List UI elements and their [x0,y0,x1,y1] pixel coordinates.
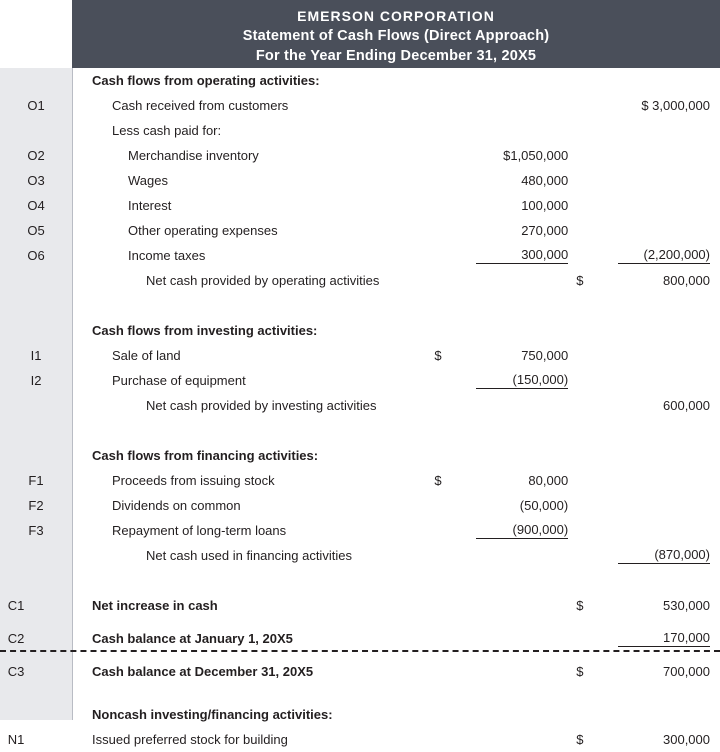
row-label-less-cash-paid: Less cash paid for: [112,123,222,138]
table-row [72,368,720,393]
table-row [72,468,720,493]
table-row [72,93,720,118]
amount-net-financing: (870,000) [618,547,710,564]
table-row [72,343,720,368]
row-tag-o3: O3 [27,173,45,188]
amount-net-increase: 530,000 [663,598,710,613]
row-label-proceeds-stock: Proceeds from issuing stock [112,473,275,488]
amount-net-operating: 800,000 [663,273,710,288]
table-row [72,168,720,193]
row-label-net-investing: Net cash provided by investing activities [146,398,377,413]
amount-balance-december: 700,000 [663,664,710,679]
gutter-top-blank [0,0,72,68]
section-row-noncash [72,702,720,727]
row-label-repayment-loans: Repayment of long-term loans [112,523,287,538]
table-row [72,543,720,568]
table-row [72,518,720,543]
row-tag-i2: I2 [30,373,42,388]
amount-repayment-loans: (900,000) [476,522,568,539]
amount-issued-preferred: 300,000 [663,732,710,747]
row-tag-o1: O1 [27,98,45,113]
reference-tag-gutter [0,68,73,720]
table-row [72,659,720,684]
table-row [72,143,720,168]
table-row [72,393,720,418]
row-label-sale-of-land: Sale of land [112,348,181,363]
table-row [72,218,720,243]
row-tag-n1: N1 [7,732,25,747]
row-label-income-taxes: Income taxes [128,248,206,263]
amount-dividends: (50,000) [519,498,569,513]
statement-title: Statement of Cash Flows (Direct Approach) [242,28,550,44]
row-tag-c2: C2 [7,631,25,646]
row-label-cash-received: Cash received from customers [112,98,289,113]
row-tag-o5: O5 [27,223,45,238]
amount-purchase-equipment: (150,000) [476,372,568,389]
table-row [72,493,720,518]
row-label-merchandise: Merchandise inventory [128,148,259,163]
spacer-row [72,568,720,593]
row-label-net-operating: Net cash provided by operating activities [146,273,380,288]
spacer-row [72,651,720,659]
row-label-issued-preferred: Issued preferred stock for building [92,732,288,747]
table-row [72,268,720,293]
section-row-operating [72,68,720,93]
table-row [72,626,720,651]
financing-section-title: Cash flows from financing activities: [92,448,319,463]
currency-symbol: $ [576,598,584,613]
spacer-row [72,618,720,626]
section-row-investing [72,318,720,343]
spacer-row [72,293,720,318]
section-row-financing [72,443,720,468]
amount-other-operating: 270,000 [521,223,569,238]
row-label-purchase-equipment: Purchase of equipment [112,373,246,388]
amount-proceeds-stock: 80,000 [528,473,569,488]
row-tag-i1: I1 [30,348,42,363]
row-tag-f1: F1 [28,473,44,488]
currency-symbol: $ [576,664,584,679]
table-row [72,727,720,752]
table-row [72,593,720,618]
table-row [72,193,720,218]
amount-sale-of-land: 750,000 [521,348,569,363]
currency-symbol: $ [434,348,442,363]
currency-symbol: $ [576,732,584,747]
row-label-balance-january: Cash balance at January 1, 20X5 [92,631,293,646]
amount-merchandise: $1,050,000 [503,148,569,163]
row-label-wages: Wages [128,173,168,188]
currency-symbol: $ [576,273,584,288]
amount-wages: 480,000 [521,173,569,188]
statement-period: For the Year Ending December 31, 20X5 [255,48,537,64]
row-label-other-operating: Other operating expenses [128,223,278,238]
row-tag-o4: O4 [27,198,45,213]
operating-section-title: Cash flows from operating activities: [92,73,320,88]
noncash-divider [0,650,720,652]
company-name: EMERSON CORPORATION [297,8,495,24]
row-label-balance-december: Cash balance at December 31, 20X5 [92,664,314,679]
row-label-dividends: Dividends on common [112,498,241,513]
table-row [72,243,720,268]
amount-interest: 100,000 [521,198,569,213]
row-label-net-financing: Net cash used in financing activities [146,548,352,563]
currency-symbol: $ [434,473,442,488]
amount-income-taxes: 300,000 [476,247,568,264]
amount-balance-january: 170,000 [618,630,710,647]
amount-net-investing: 600,000 [663,398,710,413]
statement-header [72,0,720,68]
amount-cash-received: $ 3,000,000 [641,98,710,113]
row-tag-f3: F3 [28,523,44,538]
investing-section-title: Cash flows from investing activities: [92,323,318,338]
row-label-net-increase: Net increase in cash [92,598,218,613]
row-tag-f2: F2 [28,498,44,513]
amount-total-cash-paid: (2,200,000) [618,247,710,264]
row-tag-o2: O2 [27,148,45,163]
row-tag-o6: O6 [27,248,45,263]
noncash-section-title: Noncash investing/financing activities: [92,707,333,722]
spacer-row [72,418,720,443]
row-tag-c1: C1 [7,598,25,613]
row-tag-c3: C3 [7,664,25,679]
spacer-row [72,684,720,702]
row-label-interest: Interest [128,198,172,213]
table-row [72,118,720,143]
